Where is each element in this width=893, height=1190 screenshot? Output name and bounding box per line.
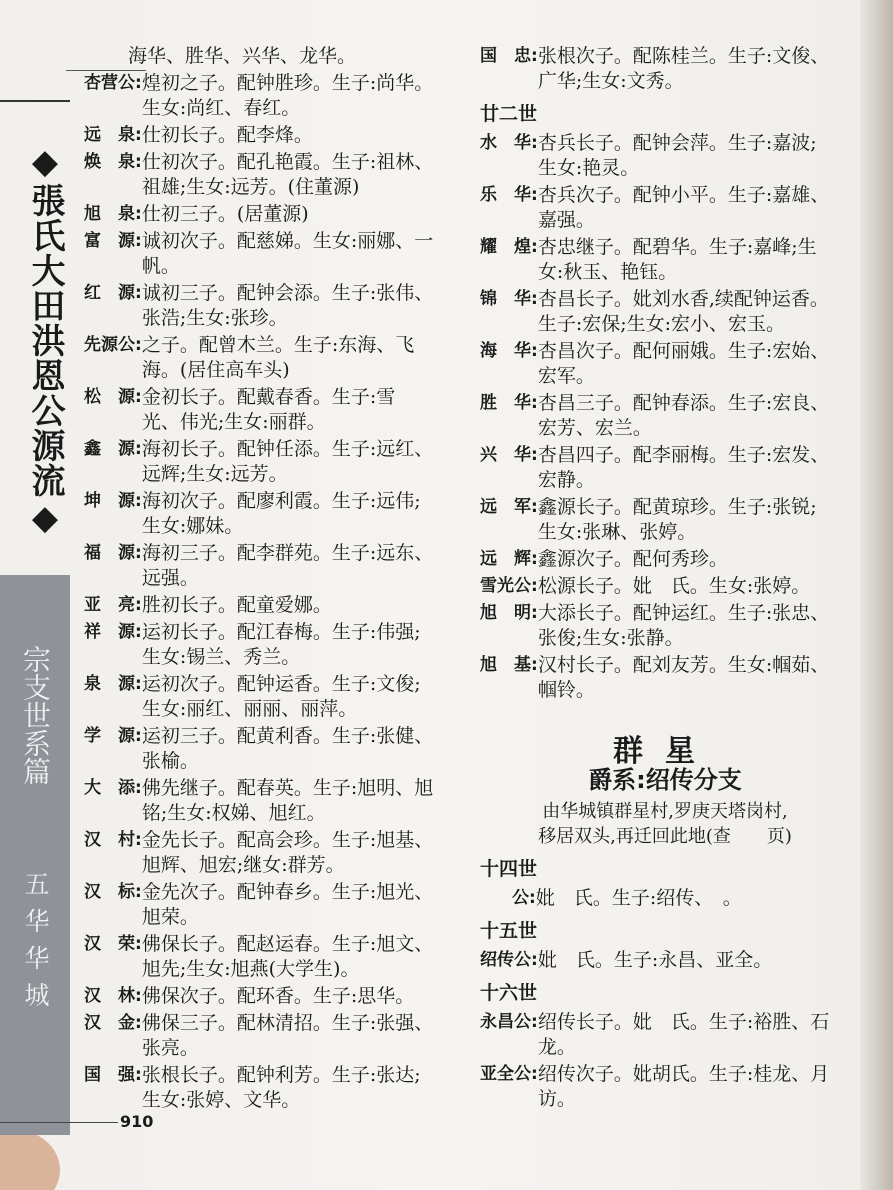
entry-text: 海初三子。配李群苑。生子:远东、 (141, 542, 434, 564)
entry-text: 鑫源次子。配何秀珍。 (537, 548, 728, 570)
list-item (84, 620, 462, 670)
list-item (84, 489, 462, 539)
entry-text: 仕初三子。(居董源) (141, 203, 309, 225)
list-item (480, 1062, 850, 1112)
entry-continuation: 旭荣。 (141, 906, 199, 928)
entry-continuation: 铭;生女:权娣、旭红。 (141, 802, 326, 824)
right-mid-entries (480, 131, 850, 703)
entry-continuation: 帼铃。 (537, 679, 595, 701)
list-item (480, 443, 850, 493)
entry-name: 大 添: (84, 778, 142, 798)
entry-name: 国 忠: (480, 46, 538, 66)
list-item (84, 932, 462, 982)
entry-continuation: 海。(居住高车头) (141, 359, 290, 381)
list-item (480, 653, 850, 703)
generation-heading-16: 十六世 (480, 982, 538, 1004)
entry-name: 汉 村: (84, 830, 142, 850)
list-item (84, 44, 462, 69)
entry-name: 鑫 源: (84, 439, 142, 459)
entry-name: 旭 泉: (84, 204, 142, 224)
list-item (84, 724, 462, 774)
list-item (84, 281, 462, 331)
page-number-rule (0, 1122, 118, 1123)
entry-name: 海 华: (480, 341, 538, 361)
entry-continuation: 宏静。 (537, 469, 595, 491)
list-item (84, 385, 462, 435)
entry-text: 佛保次子。配环香。生子:思华。 (141, 985, 415, 1007)
entry-name: 坤 源: (84, 491, 142, 511)
list-item (84, 1011, 462, 1061)
entry-text: 汉村长子。配刘友芳。生女:帼茹、 (537, 654, 830, 676)
list-item (84, 984, 462, 1009)
list-item (84, 437, 462, 487)
entry-text: 佛先继子。配春英。生子:旭明、旭 (141, 777, 434, 799)
entry-continuation: 旭先;生女:旭燕(大学生)。 (141, 958, 360, 980)
list-item (480, 495, 850, 545)
entry-name: 绍传公: (480, 950, 538, 970)
list-item (480, 339, 850, 389)
entry-continuation: 生女:艳灵。 (537, 157, 640, 179)
entry-text: 张根长子。配钟利芳。生子:张达; (141, 1064, 421, 1086)
list-item (480, 44, 850, 94)
entry-name: 先源公: (84, 335, 142, 355)
entry-text: 煌初之子。配钟胜珍。生子:尚华。 (141, 72, 434, 94)
entry-continuation: 女:秋玉、艳钰。 (537, 261, 678, 283)
entry-text: 胜初长子。配童爱娜。 (141, 594, 332, 616)
entry-text: 绍传长子。妣 氏。生子:裕胜、石 (537, 1011, 830, 1033)
entry-text: 海初长子。配钟任添。生子:远红、 (141, 438, 434, 460)
entry-text: 大添长子。配钟运红。生子:张忠、 (537, 602, 830, 624)
entry-continuation: 光、伟光;生女:丽群。 (141, 411, 326, 433)
entry-text: 杏昌次子。配何丽娥。生子:宏始、 (537, 340, 830, 362)
entry-name: 红 源: (84, 283, 142, 303)
entry-name: 旭 基: (480, 655, 538, 675)
thumb (0, 1130, 60, 1190)
entry-text: 诚初次子。配慈娣。生女:丽娜、一帆。 (141, 230, 434, 277)
entry-name: 远 军: (480, 497, 538, 517)
entry-continuation: 生女:丽红、丽丽、丽萍。 (141, 698, 358, 720)
entry-text: 金先次子。配钟春乡。生子:旭光、 (141, 881, 434, 903)
list-item (84, 202, 462, 227)
entry-text: 诚初三子。配钟会添。生子:张伟、 (141, 282, 434, 304)
entry-name: 永昌公: (480, 1012, 538, 1032)
entry-continuation: 宏芳、宏兰。 (537, 417, 652, 439)
generation-heading-15: 十五世 (480, 920, 538, 942)
entry-name: 汉 林: (84, 986, 142, 1006)
list-item (84, 229, 462, 279)
entry-name: 锦 华: (480, 289, 538, 309)
list-item (480, 183, 850, 233)
right-column (480, 44, 850, 1114)
entry-name: 汉 标: (84, 882, 142, 902)
entry-text: 绍传次子。妣胡氏。生子:桂龙、月 (537, 1063, 830, 1085)
chapter-label: 宗支世系篇 (19, 645, 52, 785)
entry-name: 国 强: (84, 1065, 142, 1085)
side-margin (0, 55, 66, 1135)
entry-continuation: 生子:宏保;生女:宏小、宏玉。 (537, 313, 786, 335)
entry-name: 远 辉: (480, 549, 538, 569)
list-item (84, 593, 462, 618)
entry-name: 汉 金: (84, 1013, 142, 1033)
entry-continuation: 宏军。 (537, 365, 595, 387)
list-item (84, 541, 462, 591)
list-item (480, 574, 850, 599)
entry-continuation: 旭辉、旭宏;继女:群芳。 (141, 854, 345, 876)
entry-text: 佛保三子。配林清招。生子:张强、 (141, 1012, 434, 1034)
list-item (480, 886, 850, 911)
entry-name: 学 源: (84, 726, 142, 746)
right-top-entries (480, 44, 850, 94)
entry-continuation: 远辉;生女:远芳。 (141, 463, 288, 485)
entry-text: 运初长子。配江春梅。生子:伟强; (141, 621, 421, 643)
list-item (480, 131, 850, 181)
entry-text: 仕初长子。配李烽。 (141, 124, 313, 146)
entry-name: 乐 华: (480, 185, 538, 205)
entry-name: 福 源: (84, 543, 142, 563)
list-item (84, 672, 462, 722)
list-item (480, 547, 850, 572)
entry-name: 亚 亮: (84, 595, 142, 615)
branch-origin-2: 移居双头,再迁回此地(查 页) (538, 826, 792, 847)
entry-name: 亚全公: (480, 1064, 538, 1084)
list-item (84, 150, 462, 200)
entry-text: 之子。配曾木兰。生子:东海、飞 (141, 334, 415, 356)
entry-name: 泉 源: (84, 674, 142, 694)
entry-text: 海初次子。配廖利霞。生子:远伟; (141, 490, 421, 512)
list-item (84, 1063, 462, 1113)
page-edge-shadow (860, 0, 893, 1190)
entry-continuation: 张榆。 (141, 750, 199, 772)
entry-name: 松 源: (84, 387, 142, 407)
entry-continuation: 嘉强。 (537, 209, 595, 231)
entry-name: 祥 源: (84, 622, 142, 642)
g16-entries (480, 1010, 850, 1112)
list-item (84, 880, 462, 930)
entry-continuation: 张亮。 (141, 1037, 199, 1059)
entry-text: 张根次子。配陈桂兰。生子:文俊、 (537, 45, 830, 67)
list-item (480, 601, 850, 651)
page-number: 910 (120, 1112, 154, 1131)
entry-continuation: 远强。 (141, 567, 199, 589)
entry-text: 运初三子。配黄利香。生子:张健、 (141, 725, 434, 747)
entry-name: 胜 华: (480, 393, 538, 413)
entry-continuation: 龙。 (537, 1036, 576, 1058)
entry-text: 金初长子。配戴春香。生子:雪 (141, 386, 396, 408)
entry-name: 富 源: (84, 231, 142, 251)
entry-continuation: 张浩;生女:张珍。 (141, 307, 288, 329)
list-item (84, 333, 462, 383)
entry-name: 杏营公: (84, 73, 142, 93)
list-item (84, 123, 462, 148)
vertical-title: ◆張氏大田洪恩公源流◆ (25, 141, 65, 539)
entry-text: 杏兵长子。配钟会萍。生子:嘉波; (537, 132, 817, 154)
entry-name: 耀 煌: (480, 237, 538, 257)
list-item (84, 828, 462, 878)
entry-text: 妣 氏。生子:绍传、 。 (535, 887, 742, 909)
entry-continuation: 生女:锡兰、秀兰。 (141, 646, 301, 668)
entry-text: 仕初次子。配孔艳霞。生子:祖林、 (141, 151, 434, 173)
list-item (480, 235, 850, 285)
entry-name: 汉 荣: (84, 934, 142, 954)
entry-text: 鑫源长子。配黄琼珍。生子:张锐; (537, 496, 817, 518)
entry-name: 焕 泉: (84, 152, 142, 172)
entry-name: 水 华: (480, 133, 538, 153)
entry-continuation: 广华;生女:文秀。 (537, 70, 684, 92)
entry-text: 杏昌三子。配钟春添。生子:宏良、 (537, 392, 830, 414)
subsection-label: 五华华城 (21, 871, 50, 1019)
list-item (480, 1010, 850, 1060)
entry-continuation: 祖雄;生女:远芳。(住董源) (141, 176, 360, 198)
branch-title: 群星 (613, 734, 717, 769)
list-item (480, 391, 850, 441)
entry-continuation: 生女:张婷、文华。 (141, 1089, 301, 1111)
entry-continuation: 张俊;生女:张静。 (537, 627, 684, 649)
entry-name: 旭 明: (480, 603, 538, 623)
entry-text: 妣 氏。生子:永昌、亚全。 (537, 949, 773, 971)
entry-text: 运初次子。配钟运香。生子:文俊; (141, 673, 421, 695)
entry-continuation: 生女:娜妹。 (141, 515, 244, 537)
entry-text: 杏忠继子。配碧华。生子:嘉峰;生 (537, 236, 817, 258)
list-item (480, 287, 850, 337)
left-column (84, 44, 462, 1115)
entry-text: 金先长子。配高会珍。生子:旭基、 (141, 829, 434, 851)
generation-heading-22: 廿二世 (480, 103, 538, 125)
entry-name: 公: (512, 888, 536, 908)
generation-heading-14: 十四世 (480, 858, 538, 880)
list-item (84, 776, 462, 826)
entry-text: 海华、胜华、兴华、龙华。 (128, 45, 357, 67)
entry-name: 雪光公: (480, 576, 538, 596)
list-item (480, 948, 850, 973)
entry-text: 杏昌长子。妣刘水香,续配钟运香。 (537, 288, 829, 310)
entry-text: 杏昌四子。配李丽梅。生子:宏发、 (537, 444, 830, 466)
entry-continuation: 生女:尚红、春红。 (141, 97, 301, 119)
entry-continuation: 生女:张琳、张婷。 (537, 521, 697, 543)
entry-text: 杏兵次子。配钟小平。生子:嘉雄、 (537, 184, 830, 206)
entry-text: 松源长子。妣 氏。生女:张婷。 (537, 575, 811, 597)
list-item (84, 71, 462, 121)
chapter-tab (0, 575, 70, 1135)
entry-continuation: 访。 (537, 1088, 576, 1110)
branch-origin-1: 由华城镇群星村,罗庚天塔岗村, (542, 801, 788, 822)
entry-text: 佛保长子。配赵运春。生子:旭文、 (141, 933, 434, 955)
entry-name: 兴 华: (480, 445, 538, 465)
entry-name: 远 泉: (84, 125, 142, 145)
branch-subtitle: 爵系:绍传分支 (588, 766, 742, 794)
